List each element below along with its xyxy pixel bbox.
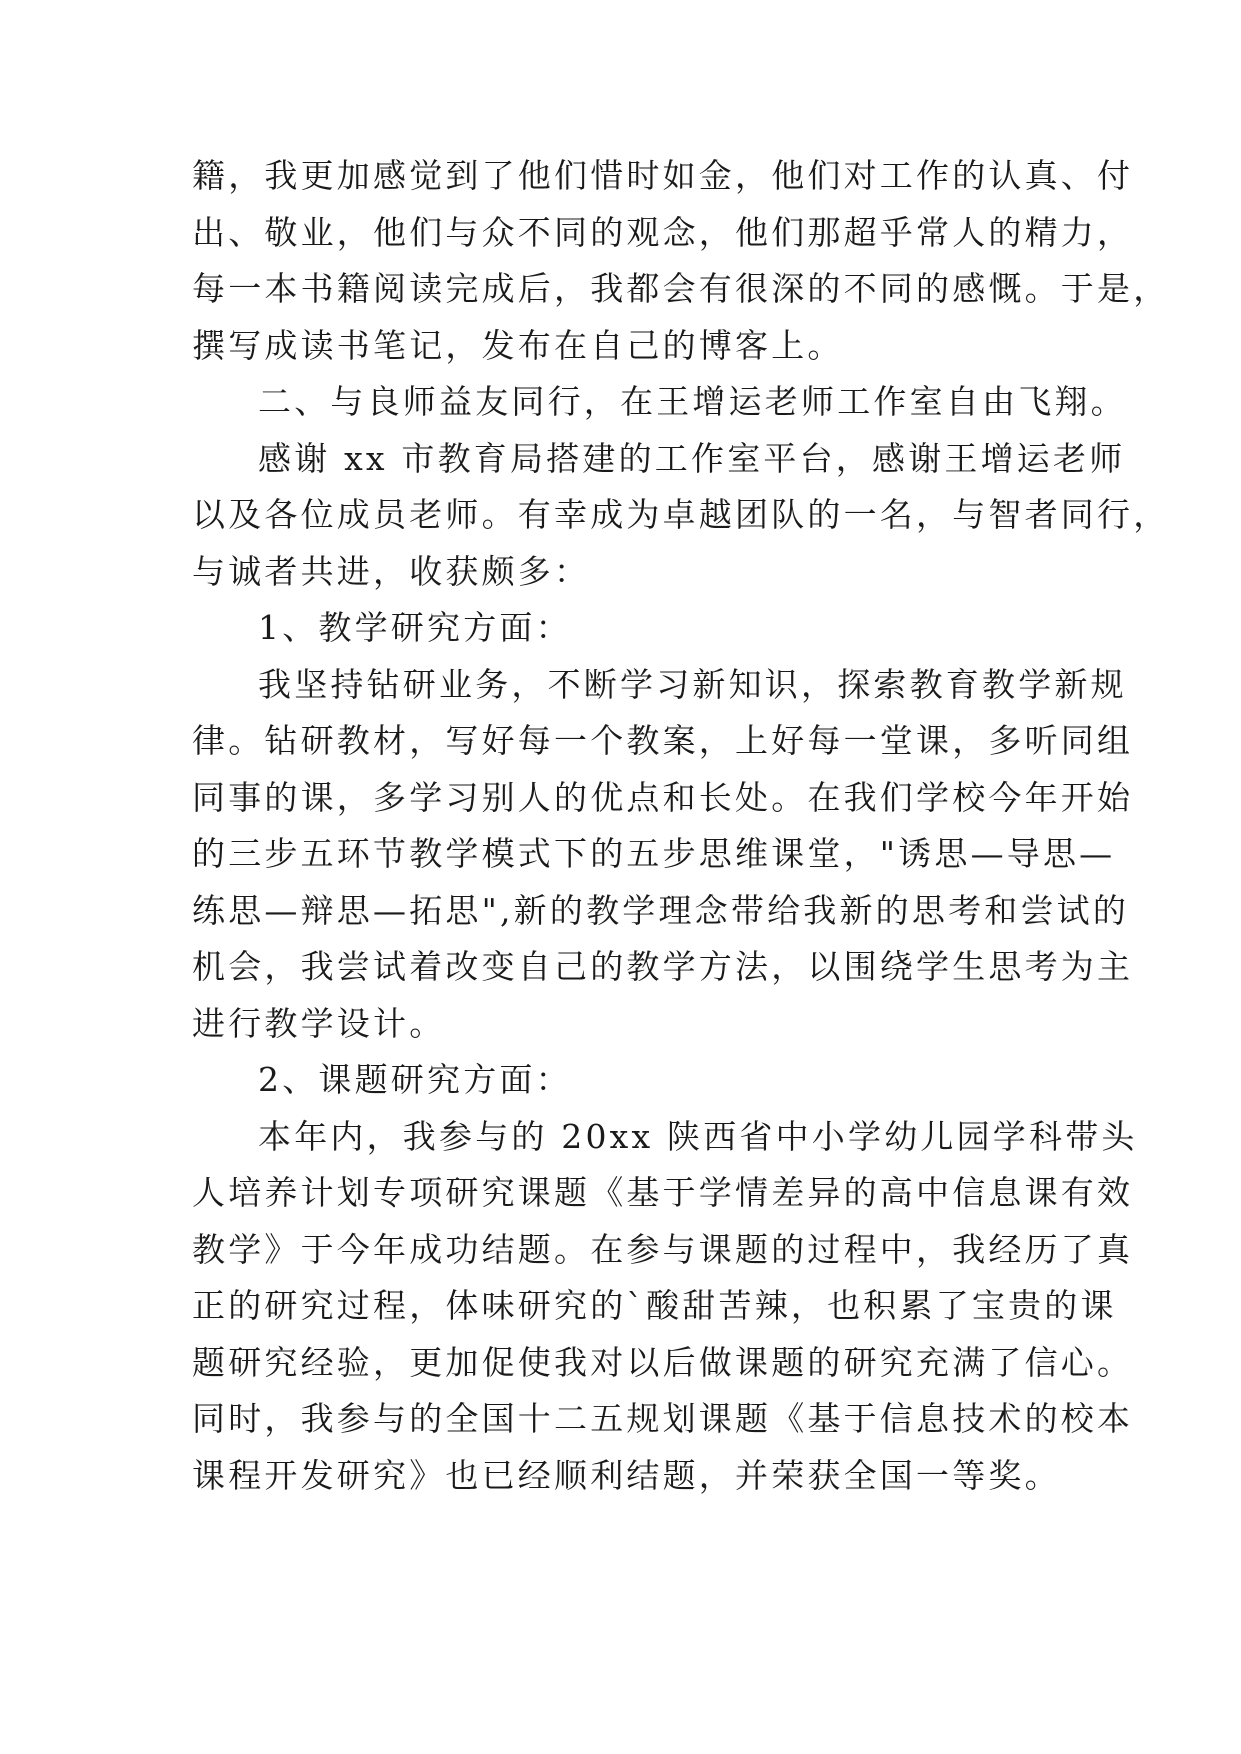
- text-line: 本年内，我参与的 20xx 陕西省中小学幼儿园学科带头: [258, 1116, 1138, 1156]
- text-line: 籍，我更加感觉到了他们惜时如金，他们对工作的认真、付: [192, 156, 1134, 195]
- text-line: 出、敬业，他们与众不同的观念，他们那超乎常人的精力，: [192, 212, 1134, 252]
- text-line: 每一本书籍阅读完成后，我都会有很深的不同的感慨。于是，: [192, 269, 1170, 308]
- text-line: 机会，我尝试着改变自己的教学方法，以围绕学生思考为主: [192, 947, 1134, 986]
- text-line: 感谢 xx 市教育局搭建的工作室平台，感谢王增运老师: [258, 438, 1126, 478]
- text-line: 题研究经验，更加促使我对以后做课题的研究充满了信心。: [192, 1342, 1134, 1382]
- text-line: 教学》于今年成功结题。在参与课题的过程中，我经历了真: [192, 1229, 1134, 1269]
- text-line: 人培养计划专项研究课题《基于学情差异的高中信息课有效: [192, 1173, 1134, 1212]
- text-line: 的三步五环节教学模式下的五步思维课堂，"诱思—导思—: [192, 834, 1116, 873]
- section-heading: 二、与良师益友同行，在王增运老师工作室自由飞翔。: [258, 382, 1127, 421]
- text-line: 我坚持钻研业务，不断学习新知识，探索教育教学新规: [258, 664, 1127, 704]
- text-line: 同事的课，多学习别人的优点和长处。在我们学校今年开始: [192, 777, 1134, 817]
- text-line: 律。钻研教材，写好每一个教案，上好每一堂课，多听同组: [192, 721, 1134, 760]
- subsection-heading: 1、教学研究方面：: [258, 608, 572, 647]
- text-line: 以及各位成员老师。有幸成为卓越团队的一名，与智者同行，: [192, 495, 1170, 534]
- text-line: 课程开发研究》也已经顺利结题，并荣获全国一等奖。: [192, 1455, 1061, 1495]
- text-line: 撰写成读书笔记，发布在自己的博客上。: [192, 325, 844, 365]
- text-line: 练思—辩思—拓思",新的教学理念带给我新的思考和尝试的: [192, 890, 1130, 930]
- text-line: 正的研究过程，体味研究的`酸甜苦辣，也积累了宝贵的课: [192, 1286, 1117, 1325]
- text-line: 同时，我参与的全国十二五规划课题《基于信息技术的校本: [192, 1399, 1134, 1438]
- text-line: 与诚者共进，收获颇多：: [192, 551, 591, 591]
- subsection-heading: 2、课题研究方面：: [258, 1060, 572, 1099]
- text-line: 进行教学设计。: [192, 1003, 446, 1043]
- document-body: [192, 148, 1170, 1504]
